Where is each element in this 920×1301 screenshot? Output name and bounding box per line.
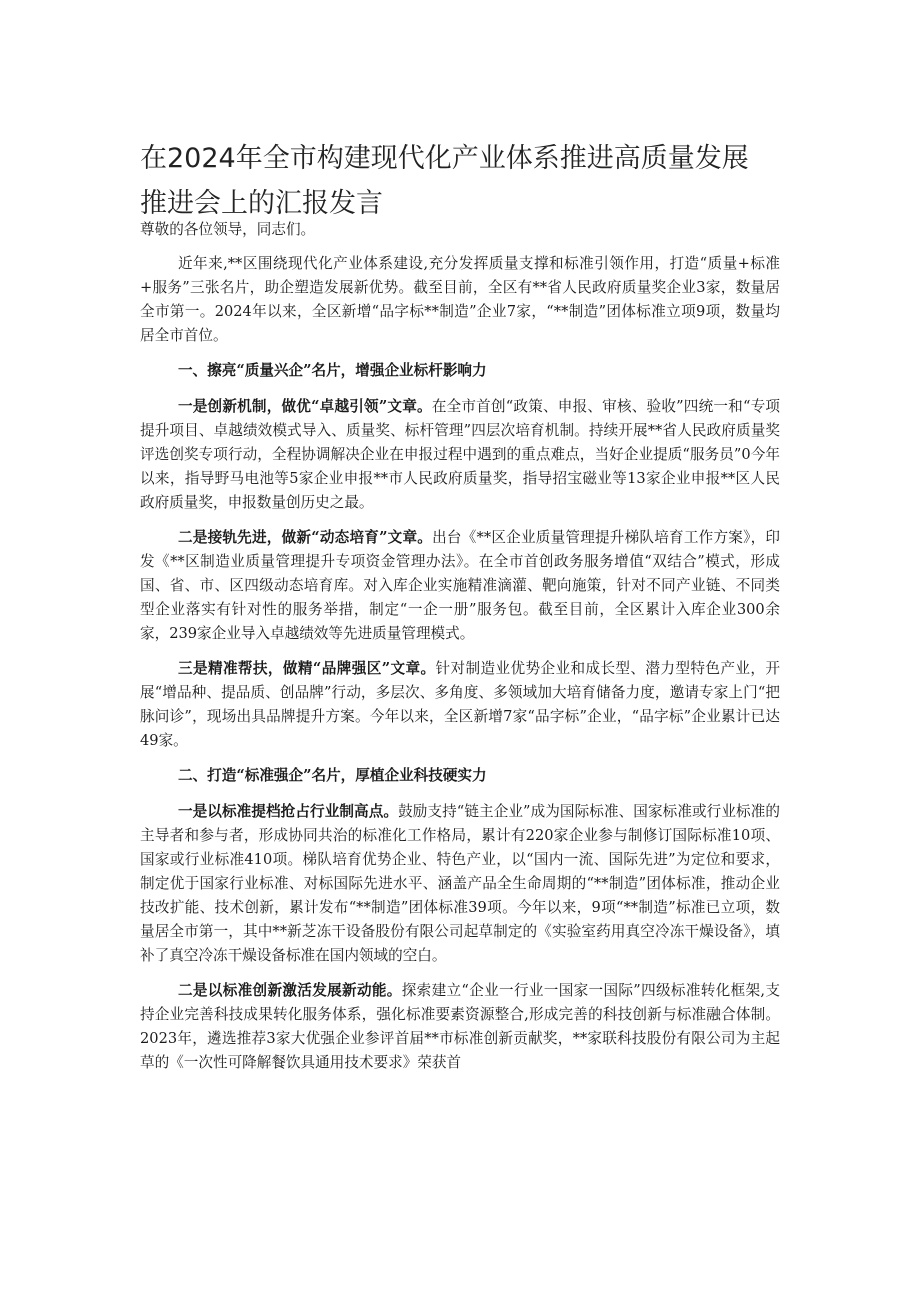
section-1-heading: 一、擦亮“质量兴企”名片，增强企业标杆影响力 xyxy=(177,362,487,379)
intro-paragraph: 近年来,**区围绕现代化产业体系建设,充分发挥质量支撑和标准引领作用，打造“质量+标准+服务”三张名片，助企塑造发展新优势。截至目前，全区有**省人民政府质量奖企业3家，数量居全市第一。2024年以来，全区新增“品字标**制造”企业7家，“**制造”团体标准立项9项，数量均居全市首位。 xyxy=(140,255,780,344)
paragraph-body: 针对制造业优势企业和成长型、潜力型特色产业，开展“增品种、提品质、创品牌”行动，多层次、多角度、多领域加大培育储备力度，邀请专家上门“把脉问诊”，现场出具品牌提升方案。今年以来，全区新增7家“品字标”企业，“品字标”企业累计已达49家。 xyxy=(140,660,780,749)
title-line-2: 推进会上的汇报发言 xyxy=(140,188,383,219)
paragraph-lead: 二是接轨先进，做新“动态培育”文章。 xyxy=(177,529,433,546)
paragraph-body: 在全市首创“政策、申报、审核、验收”四统一和“专项提升项目、卓越绩效模式导入、质量奖、标杆管理”四层次培育机制。持续开展**省人民政府质量奖评选创奖专项行动，全程协调解决企业在申报过程中遇到的重点难点，当好企业提质“服务员”0今年以来，指导野马电池等5家企业申报**市人民政府质量奖，指导招宝磁业等13家企业申报**区人民政府质量奖，申报数量创历史之最。 xyxy=(140,398,781,511)
paragraph-lead: 三是精准帮扶，做精“品牌强区”文章。 xyxy=(177,660,436,677)
paragraph-lead: 一是以标准提档抢占行业制高点。 xyxy=(177,803,399,820)
section-2-heading: 二、打造“标准强企”名片，厚植企业科技硬实力 xyxy=(177,767,487,784)
paragraph-lead: 一是创新机制，做优“卓越引领”文章。 xyxy=(177,398,432,415)
document-body xyxy=(140,218,780,1086)
paragraph-lead: 二是以标准创新激活发展新动能。 xyxy=(177,982,402,999)
section-2-paragraph-2 xyxy=(140,979,780,1075)
paragraph-body: 鼓励支持“链主企业”成为国际标准、国家标准或行业标准的主导者和参与者，形成协同共治的标准化工作格局，累计有220家企业参与制修订国际标准10项、国家或行业标准410项。梯队培育优势企业、特色产业，以“国内一流、国际先进”为定位和要求，制定优于国家行业标准、对标国际先进水平、涵盖产品全生命周期的“**制造”团体标准，推动企业技改扩能、技术创新，累计发布“**制造”团体标准39项。今年以来，9项“**制造”标准已立项，数量居全市第一，其中**新芝冻干设备股份有限公司起草制定的《实验室药用真空冷冻干燥设备》，填补了真空冷冻干燥设备标准在国内领域的空白。 xyxy=(140,803,780,964)
section-2-paragraph-1 xyxy=(140,800,780,968)
document-title xyxy=(140,136,800,226)
salutation: 尊敬的各位领导，同志们。 xyxy=(140,221,316,238)
section-1-paragraph-2 xyxy=(140,526,780,646)
paragraph-body: 出台《**区企业质量管理提升梯队培育工作方案》，印发《**区制造业质量管理提升专项资金管理办法》。在全市首创政务服务增值“双结合”模式，形成国、省、市、区四级动态培育库。对入库企业实施精准滴灌、靶向施策，针对不同产业链、不同类型企业落实有针对性的服务举措，制定“一企一册”服务包。截至目前，全区累计入库企业300余家，239家企业导入卓越绩效等先进质量管理模式。 xyxy=(140,529,780,642)
page-title xyxy=(140,136,800,226)
section-1-paragraph-1 xyxy=(140,395,780,515)
paragraph-body: 探索建立“企业一行业一国家一国际”四级标准转化框架,支持企业完善科技成果转化服务体系，强化标准要素资源整合,形成完善的科技创新与标准融合体制。2023年，遴选推荐3家大优强企业参评首届**市标准创新贡献奖，**家联科技股份有限公司为主起草的《一次性可降解餐饮具通用技术要求》荣获首 xyxy=(140,982,780,1071)
section-1-paragraph-3 xyxy=(140,657,780,753)
title-line-1: 在2024年全市构建现代化产业体系推进高质量发展 xyxy=(140,143,749,174)
